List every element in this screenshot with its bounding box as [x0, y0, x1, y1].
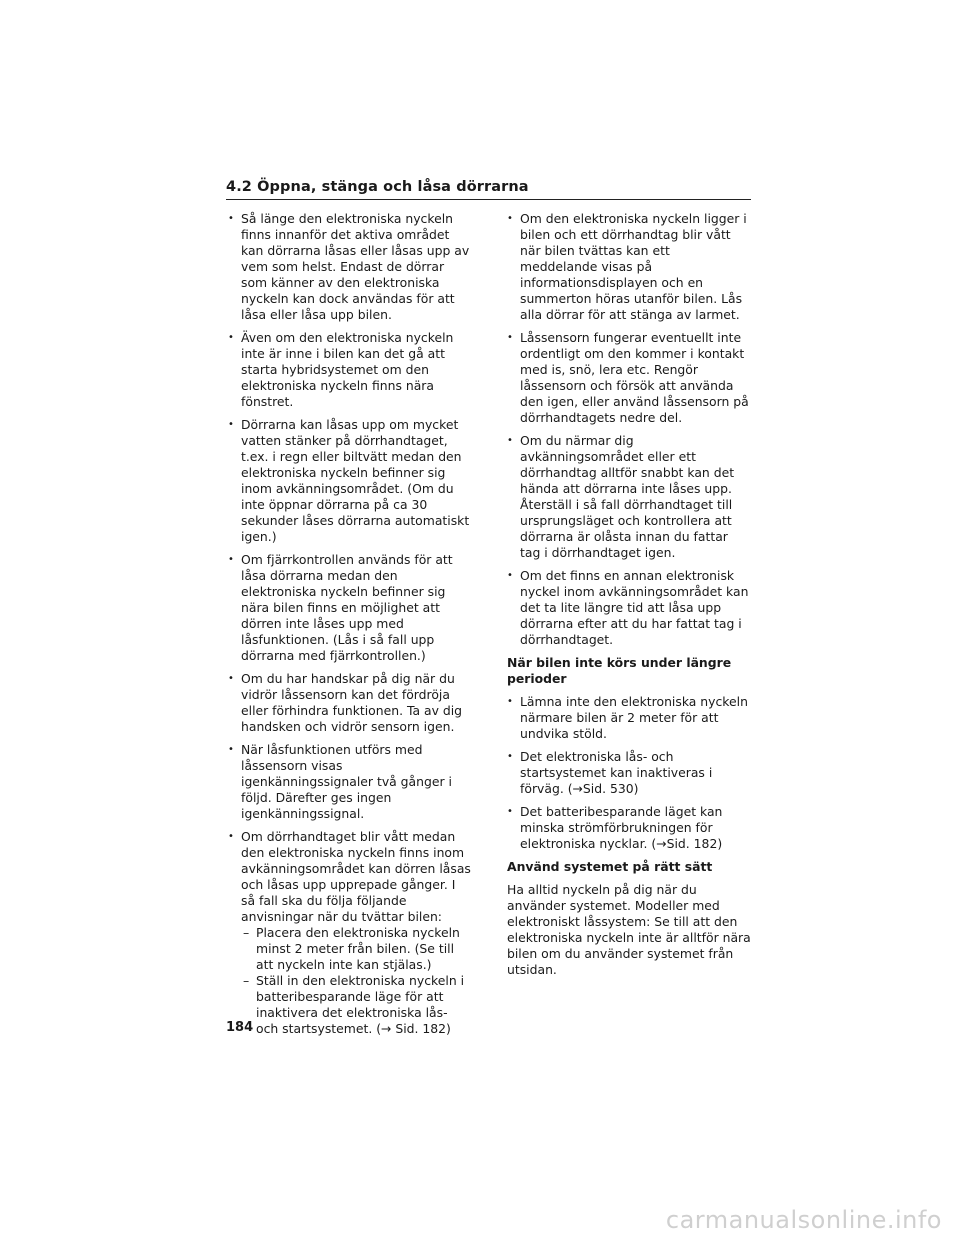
list-item: • Om den elektroniska nyckeln ligger i bilen och ett dörrhandtag blir vått när bilen tvättas kan ett meddelande visas på informationsdisplayen och en summerton höras utanför bilen. Lås alla dörrar för att stänga av larmet.	[507, 211, 751, 323]
sub-list-item	[228, 925, 472, 973]
list-item: • Även om den elektroniska nyckeln inte är inne i bilen kan det gå att starta hybridsystemet om den elektroniska nyckeln finns nära fönstret.	[228, 330, 472, 410]
dash-marker: –	[243, 973, 250, 988]
sub-list-item	[228, 973, 472, 1037]
list-item: • Om fjärrkontrollen används för att låsa dörrarna medan den elektroniska nyckeln befinner sig nära bilen finns en möjlighet att dörren inte låses upp med låsfunktionen. (Lås i så fall upp dörrarna med fjärrkontrollen.)	[228, 552, 472, 664]
paragraph: Ha alltid nyckeln på dig när du använder systemet. Modeller med elektroniskt låssystem: Se till att den elektroniska nyckeln inte är alltför nära bilen om du använder systemet från utsidan.	[507, 882, 751, 977]
dash-marker: –	[243, 925, 250, 940]
sub-list-item-text: Placera den elektroniska nyckeln minst 2 meter från bilen. (Se till att nyckeln inte kan stjälas.)	[256, 925, 460, 972]
page-number: 184	[226, 1020, 254, 1035]
subheading: När bilen inte körs under längre perioder	[507, 655, 732, 686]
list-item: • Om det finns en annan elektronisk nyckel inom avkänningsområdet kan det ta lite längre tid att låsa upp dörrarna efter att du har fattat tag i dörrhandtaget.	[507, 568, 751, 648]
list-item: • Om du närmar dig avkänningsområdet eller ett dörrhandtag alltför snabbt kan det hända att dörrarna inte låses upp. Återställ i så fall dörrhandtaget till ursprungsläget och kontrollera att dörrarna är olåsta innan du fattar tag i dörrhandtaget igen.	[507, 433, 751, 561]
subheading: Använd systemet på rätt sätt	[507, 859, 713, 874]
section-title: 4.2 Öppna, stänga och låsa dörrarna	[226, 179, 529, 195]
list-item: • Lämna inte den elektroniska nyckeln närmare bilen är 2 meter för att undvika stöld.	[507, 694, 751, 742]
section-header	[226, 179, 751, 200]
list-item: • Det elektroniska lås- och startsystemet kan inaktiveras i förväg. (→Sid. 530)	[507, 749, 751, 797]
list-item: • Så länge den elektroniska nyckeln finns innanför det aktiva området kan dörrarna låsas eller låsas upp av vem som helst. Endast de dörrar som känner av den elektroniska nyckeln kan dock användas för att låsa eller låsa upp bilen.	[228, 211, 472, 323]
left-column	[228, 211, 472, 1037]
list-item: • Det batteribesparande läget kan minska strömförbrukningen för elektroniska nycklar. (→Sid. 182)	[507, 804, 751, 852]
sub-list-item-text: Ställ in den elektroniska nyckeln i batteribesparande läge för att inaktivera det elektroniska lås- och startsystemet. (→ Sid. 182)	[256, 973, 465, 1036]
list-item: • När låsfunktionen utförs med låssensorn visas igenkänningssignaler två gånger i följd. Därefter ges ingen igenkänningssignal.	[228, 742, 472, 822]
list-item: • Om du har handskar på dig när du vidrör låssensorn kan det fördröja eller förhindra funktionen. Ta av dig handsken och vidrör sensorn igen.	[228, 671, 472, 735]
watermark: carmanualsonline.info	[665, 1206, 942, 1234]
list-item: • Dörrarna kan låsas upp om mycket vatten stänker på dörrhandtaget, t.ex. i regn eller biltvätt medan den elektroniska nyckeln befinner sig inom avkänningsområdet. (Om du inte öppnar dörrarna på ca 30 sekunder låses dörrarna automatiskt igen.)	[228, 417, 472, 545]
list-item: • Låssensorn fungerar eventuellt inte ordentligt om den kommer i kontakt med is, snö, lera etc. Rengör låssensorn och försök att använda den igen, eller använd låssensorn på dörrhandtagets nedre del.	[507, 330, 751, 426]
list-item: • Om dörrhandtaget blir vått medan den elektroniska nyckeln finns inom avkänningsområdet kan dörren låsas och låsas upp upprepade gånger. I så fall ska du följa följande anvisningar när du tvättar bilen:	[228, 829, 472, 925]
right-column	[507, 211, 751, 984]
